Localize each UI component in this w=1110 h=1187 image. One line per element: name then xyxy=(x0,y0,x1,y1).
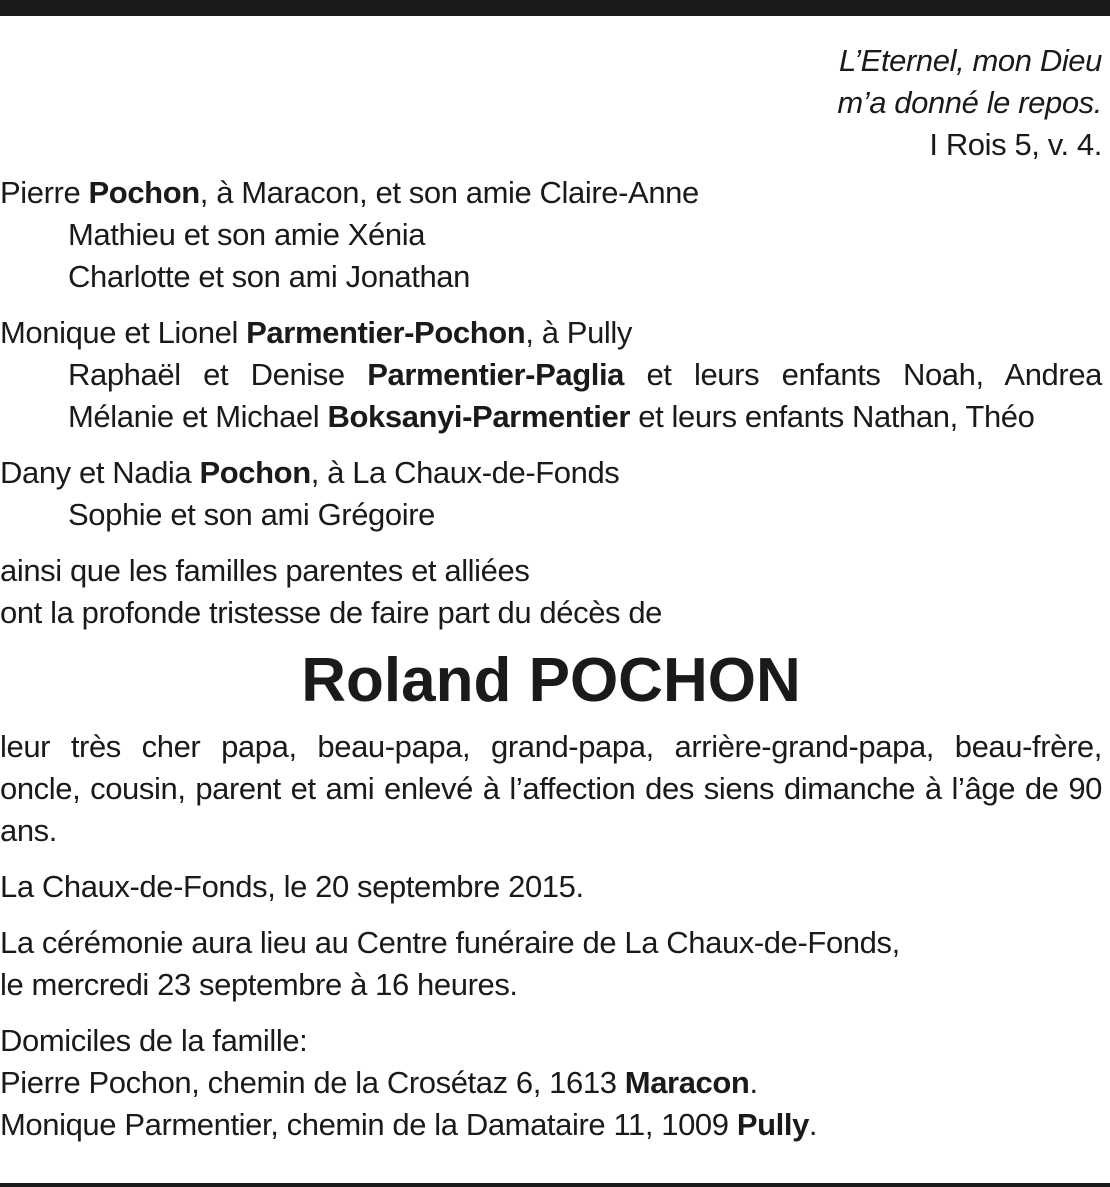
family-line: Sophie et son ami Grégoire xyxy=(68,497,435,532)
verse-line-1: L’Eternel, mon Dieu xyxy=(839,43,1102,78)
place-date: La Chaux-de-Fonds, le 20 septembre 2015. xyxy=(0,869,584,904)
domiciles-heading: Domiciles de la famille: xyxy=(0,1023,308,1058)
family-text: , à Pully xyxy=(525,315,632,350)
family-surname: Parmentier-Paglia xyxy=(367,357,625,392)
family-surname: Boksanyi-Parmentier xyxy=(327,399,631,434)
family-text: , à La Chaux-de-Fonds xyxy=(310,455,620,490)
address-text: Monique Parmentier, chemin de la Damataire 11, 1009 xyxy=(0,1107,737,1142)
obituary-notice xyxy=(0,40,1102,1146)
domicile-address xyxy=(0,1062,1102,1104)
family-surname: Parmentier-Pochon xyxy=(246,315,526,350)
family-text: Dany et Nadia xyxy=(0,455,200,490)
family-text: Monique et Lionel xyxy=(0,315,247,350)
bottom-border-rule xyxy=(0,1183,1110,1187)
domicile-address xyxy=(0,1104,1102,1146)
address-text: . xyxy=(808,1107,818,1142)
bible-verse xyxy=(0,40,1102,166)
family-group-pierre xyxy=(0,172,1102,298)
announcement-line-2: ont la profonde tristesse de faire part du décès de xyxy=(0,595,663,630)
ceremony-line-1: La cérémonie aura lieu au Centre funéraire de La Chaux-de-Fonds, xyxy=(0,925,900,960)
family-line xyxy=(0,312,1102,354)
family-line xyxy=(0,452,1102,494)
address-text: . xyxy=(749,1065,758,1100)
family-text: Raphaël et Denise xyxy=(68,357,368,392)
ceremony-info xyxy=(0,922,1102,1006)
family-line xyxy=(0,172,1102,214)
family-text: Pierre xyxy=(0,175,89,210)
family-surname: Pochon xyxy=(88,175,200,210)
address-town: Pully xyxy=(736,1107,809,1142)
ceremony-line-2: le mercredi 23 septembre à 16 heures. xyxy=(0,967,518,1002)
family-text: Mélanie et Michael xyxy=(68,399,328,434)
top-border-rule xyxy=(0,0,1110,16)
address-town: Maracon xyxy=(624,1065,750,1100)
verse-line-2: m’a donné le repos. xyxy=(837,85,1102,120)
family-text: , à Maracon, et son amie Claire-Anne xyxy=(199,175,699,210)
family-line xyxy=(0,354,1102,396)
family-line: Charlotte et son ami Jonathan xyxy=(68,259,470,294)
family-line: Mathieu et son amie Xénia xyxy=(68,217,426,252)
verse-reference: I Rois 5, v. 4. xyxy=(929,127,1102,162)
family-text: et leurs enfants Noah, Andrea xyxy=(624,357,1102,392)
address-text: Pierre Pochon, chemin de la Crosétaz 6, 1613 xyxy=(0,1065,625,1100)
family-group-monique xyxy=(0,312,1102,438)
family-domiciles xyxy=(0,1020,1102,1146)
deceased-description: leur très cher papa, beau-papa, grand-papa, arrière-grand-papa, beau-frère, oncle, cousin, parent et ami enlevé à l’affection des siens dimanche à l’âge de 90 ans. xyxy=(0,729,1102,848)
family-line xyxy=(0,396,1102,438)
announcement-line-1: ainsi que les familles parentes et alliées xyxy=(0,553,530,588)
announcement xyxy=(0,550,1102,634)
family-group-dany xyxy=(0,452,1102,536)
family-text: et leurs enfants Nathan, Théo xyxy=(630,399,1035,434)
family-surname: Pochon xyxy=(199,455,311,490)
deceased-name: Roland POCHON xyxy=(301,646,801,715)
